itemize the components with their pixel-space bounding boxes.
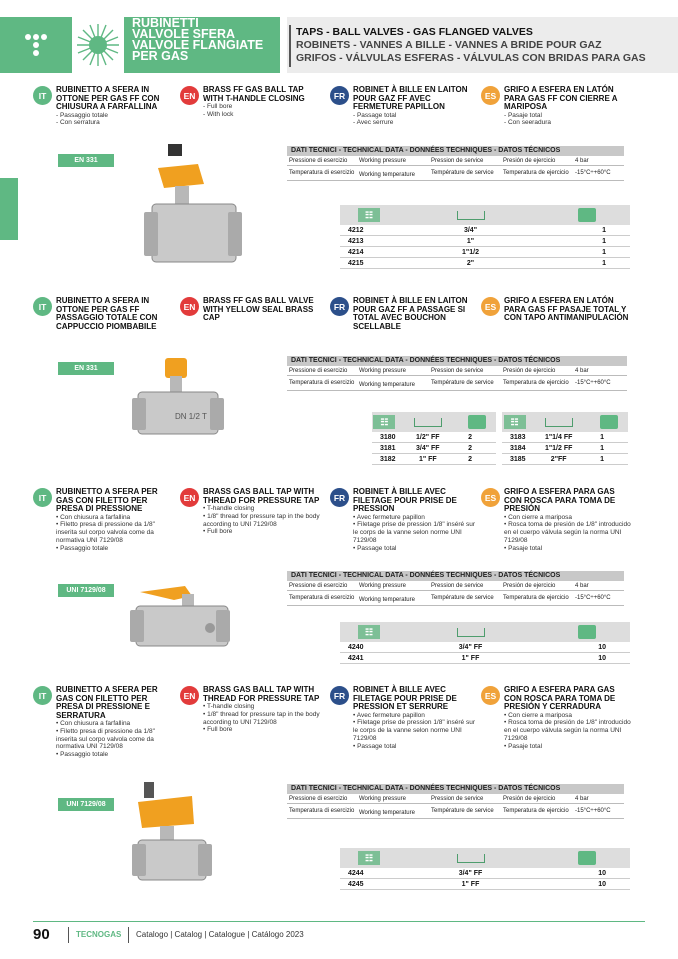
technical-data-cell: -15°C÷+60°C [575, 170, 611, 176]
table-cell: 1 [602, 237, 606, 245]
lang-badge-it: IT [33, 488, 52, 507]
technical-data-cell: Presión de ejercicio [503, 795, 556, 802]
technical-data-row [287, 804, 624, 819]
valve-image [140, 142, 250, 272]
product-title: ROBINET À BILLE EN LAITON POUR GAZ FF A PASSAGE SI TOTAL AVEC BOUCHON SCELLABLE [353, 296, 468, 331]
table-cell: 1 [600, 444, 604, 452]
product-feature: - Con serratura [56, 119, 100, 127]
table-row [340, 236, 630, 247]
tecnogas-logo-icon [18, 17, 54, 73]
size-icon [545, 418, 573, 427]
desc-block-fr [330, 297, 478, 331]
product-feature: • Passaggio totale [56, 751, 109, 759]
product-feature: • Con chiusura a farfallina [56, 720, 131, 727]
technical-data-cell: 4 bar [575, 367, 589, 374]
size-icon [527, 418, 590, 427]
technical-data-cell: Presión de ejercicio [503, 157, 556, 164]
product-feature: • Filetage prise de pression 1/8" inséré sur le corps de la vanne selon norme UNI 7129/08 [353, 719, 476, 742]
desc-text [203, 488, 322, 536]
desc-block-it [33, 488, 173, 552]
table-cell: 4213 [348, 237, 364, 245]
desc-block-es [481, 297, 631, 323]
table-cell: 3183 [510, 433, 526, 441]
product-feature: - Passaggio totale [56, 111, 109, 119]
desc-text [504, 488, 631, 552]
table-cell: 3185 [510, 455, 526, 463]
technical-data-cell: Pressione di esercizio [289, 157, 348, 164]
page-title-it: RUBINETTI VALVOLE SFERA VALVOLE FLANGIATE PER GAS [132, 16, 264, 63]
product-feature: • Passage total [353, 742, 397, 750]
package-icon [543, 208, 630, 222]
package-icon [600, 415, 618, 429]
product-feature: • Con cierre a mariposa [504, 513, 573, 521]
desc-block-fr [330, 86, 478, 127]
technical-data-header: DATI TECNICI - TECHNICAL DATA - DONNÉES TECHNIQUES - DATOS TÉCNICOS [287, 356, 627, 366]
product-feature: - Pasaje total [504, 111, 542, 119]
desc-text [56, 86, 173, 127]
package-icon [543, 851, 630, 865]
table-cell: 1"1/4 FF [544, 433, 573, 441]
product-table-header [340, 205, 630, 225]
desc-block-en [180, 86, 322, 119]
desc-block-it [33, 686, 173, 759]
table-cell: 3/4" FF [416, 444, 440, 452]
technical-data-cell: Temperatura di esercizio [289, 380, 355, 386]
table-row [340, 879, 630, 890]
table-cell: 1 [600, 433, 604, 441]
technical-data-cell: Température de service [431, 595, 494, 601]
table-cell: 3180 [380, 433, 396, 441]
product-feature: • Con cierre a mariposa [504, 711, 573, 719]
table-row [372, 443, 496, 454]
product-feature: • Filetto presa di pressione da 1/8" inserita sul corpo valvola come da normativa UNI 7129/08 [56, 727, 155, 751]
product-feature: - Full bore [203, 103, 233, 110]
table-cell: 2 [468, 455, 472, 463]
table-row [340, 642, 630, 653]
technical-data-cell: Working temperature [359, 171, 415, 178]
table-row [340, 653, 630, 664]
technical-data-cell: Pression de service [431, 582, 484, 589]
product-image [130, 356, 240, 486]
package-icon [578, 208, 596, 222]
desc-block-en [180, 297, 322, 323]
product-title: GRIFO A ESFERA EN LATÓN PARA GAS FF PASAJE TOTAL Y CON TAPO ANTIMANIPULACIÓN [504, 296, 629, 322]
product-title: RUBINETTO A SFERA PER GAS CON FILETTO PER PRESA DI PRESSIONE E SERRATURA [56, 685, 158, 720]
size-icon [414, 418, 442, 427]
page-title-fr: ROBINETS - VANNES A BILLE - VANNES A BRIDE POUR GAZ [296, 39, 602, 51]
technical-data-header: DATI TECNICI - TECHNICAL DATA - DONNÉES TECHNIQUES - DATOS TÉCNICOS [287, 571, 624, 581]
product-table [340, 848, 630, 890]
technical-data-cell: Température de service [431, 380, 494, 386]
product-feature: • Passaggio totale [56, 544, 109, 552]
product-table-header [340, 622, 630, 642]
package-icon [578, 851, 596, 865]
technical-data-cell: Working pressure [359, 795, 406, 802]
norm-badge: UNI 7129/08 [58, 798, 114, 811]
table-cell: 1 [602, 248, 606, 256]
product-table [340, 622, 630, 664]
technical-data-row [287, 376, 627, 391]
table-row [502, 432, 628, 443]
desc-block-fr [330, 488, 478, 552]
technical-data-row [287, 581, 624, 591]
valve-image [132, 780, 242, 900]
product-feature: - Passage total [353, 111, 397, 119]
technical-data-cell: -15°C÷+60°C [575, 380, 611, 386]
product-feature: • Avec fermeture papillon [353, 711, 425, 719]
product-feature: • Full bore [203, 528, 233, 536]
size-icon [457, 628, 485, 637]
table-cell: 1" FF [461, 880, 480, 888]
product-title: RUBINETTO A SFERA IN OTTONE PER GAS FF CON CHIUSURA A FARFALLINA [56, 85, 160, 111]
lang-badge-it: IT [33, 86, 52, 105]
lang-badge-fr: FR [330, 86, 349, 105]
code-icon: ☷ [358, 851, 380, 865]
product-feature: • Pasaje total [504, 742, 543, 750]
table-row [502, 454, 628, 465]
technical-data-cell: 4 bar [575, 157, 589, 164]
technical-data-cell: Working temperature [359, 809, 415, 816]
product-table-header [372, 412, 496, 432]
technical-data-cell: Working temperature [359, 596, 415, 603]
technical-data-cell: -15°C÷+60°C [575, 595, 611, 601]
product-feature: • Pasaje total [504, 544, 543, 552]
package-icon [543, 625, 630, 639]
code-icon: ☷ [373, 415, 395, 429]
page-number: 90 [33, 926, 50, 943]
technical-data-cell: Pressione di esercizio [289, 367, 348, 374]
product-image [140, 142, 250, 272]
product-title: RUBINETTO A SFERA PER GAS CON FILETTO PER PRESA DI PRESSIONE [56, 487, 158, 513]
lang-badge-fr: FR [330, 488, 349, 507]
table-row [340, 225, 630, 236]
lang-badge-en: EN [180, 297, 199, 316]
table-cell: 1" FF [461, 654, 480, 662]
product-image [132, 780, 242, 910]
table-cell: 1" FF [418, 455, 437, 463]
technical-data-cell: 4 bar [575, 795, 589, 802]
technical-data-cell: Temperatura de ejercicio [503, 170, 569, 176]
table-cell: 10 [598, 654, 606, 662]
product-table [372, 412, 496, 465]
table-row [372, 454, 496, 465]
code-icon [340, 625, 398, 639]
desc-text [203, 686, 322, 734]
product-feature: • 1/8" thread for pressure tap in the body according to UNI 7129/08 [203, 512, 320, 528]
svg-text:DN 1/2 T: DN 1/2 T [175, 412, 207, 421]
desc-block-it [33, 86, 173, 127]
desc-block-en [180, 686, 322, 734]
valve-image [130, 584, 240, 654]
table-cell: 4240 [348, 643, 364, 651]
table-row [340, 258, 630, 269]
table-cell: 3184 [510, 444, 526, 452]
table-cell: 4245 [348, 880, 364, 888]
technical-data-row [287, 156, 624, 166]
technical-data-cell: Température de service [431, 170, 494, 176]
desc-block-en [180, 488, 322, 536]
product-title: BRASS GAS BALL TAP WITH THREAD FOR PRESSURE TAP [203, 685, 320, 703]
norm-badge: UNI 7129/08 [58, 584, 114, 597]
technical-data-cell: Pressione di esercizio [289, 795, 348, 802]
sun-logo-icon [72, 17, 124, 73]
product-title: GRIFO A ESFERA PARA GAS CON ROSCA PARA TOMA DE PRESIÓN Y CERRADURA [504, 685, 616, 711]
table-cell: 2 [468, 433, 472, 441]
technical-data-cell: Température de service [431, 808, 494, 814]
technical-data-header: DATI TECNICI - TECHNICAL DATA - DONNÉES TECHNIQUES - DATOS TÉCNICOS [287, 146, 624, 156]
lang-badge-en: EN [180, 686, 199, 705]
desc-text [504, 297, 631, 323]
technical-data-cell: Pressione di esercizio [289, 582, 348, 589]
product-feature: • Filetto presa di pressione da 1/8" inserita sul corpo valvola come da normativa UNI 7129/08 [56, 521, 155, 544]
lang-badge-en: EN [180, 488, 199, 507]
table-cell: 2"FF [550, 455, 567, 463]
lang-badge-it: IT [33, 686, 52, 705]
size-icon [398, 854, 543, 863]
technical-data-cell: Working pressure [359, 367, 406, 374]
desc-text [504, 686, 631, 750]
product-feature: • 1/8" thread for pressure tap in the body according to UNI 7129/08 [203, 710, 320, 726]
size-icon [457, 211, 485, 220]
desc-text [504, 86, 631, 127]
desc-text [203, 86, 322, 119]
code-icon [502, 415, 527, 429]
technical-data-cell: Temperatura de ejercicio [503, 808, 569, 814]
product-feature: - Avec serrure [353, 119, 394, 127]
desc-text [203, 297, 322, 323]
product-feature: - With lock [203, 110, 234, 118]
desc-text [353, 297, 478, 331]
table-cell: 1/2" FF [416, 433, 440, 441]
product-title: BRASS FF GAS BALL TAP WITH T-HANDLE CLOSING [203, 85, 305, 103]
product-title: BRASS FF GAS BALL VALVE WITH YELLOW SEAL BRASS CAP [203, 296, 314, 322]
desc-text [56, 297, 173, 331]
code-icon [340, 851, 398, 865]
technical-data-table [287, 571, 624, 606]
lang-badge-fr: FR [330, 297, 349, 316]
table-row [372, 432, 496, 443]
product-feature: • Rosca toma de presión de 1/8" introducido en el cuerpo válvula según la norma UNI 7129/08 [504, 719, 631, 742]
table-cell: 4241 [348, 654, 364, 662]
code-icon: ☷ [504, 415, 526, 429]
size-icon [397, 418, 459, 427]
product-table [340, 205, 630, 269]
code-icon: ☷ [358, 208, 380, 222]
table-cell: 1 [602, 226, 606, 234]
norm-badge: EN 331 [58, 154, 114, 167]
page-title-es: GRIFOS - VÁLVULAS ESFERAS - VÁLVULAS CON BRIDAS PARA GAS [296, 52, 646, 64]
table-cell: 3181 [380, 444, 396, 452]
package-icon [459, 415, 496, 429]
footer-line [33, 921, 645, 922]
desc-block-es [481, 488, 631, 552]
table-cell: 10 [598, 643, 606, 651]
desc-block-es [481, 86, 631, 127]
table-cell: 10 [598, 869, 606, 877]
table-cell: 1"1/2 FF [544, 444, 573, 452]
technical-data-cell: Working pressure [359, 157, 406, 164]
size-icon [457, 854, 485, 863]
product-feature: - Con seeradura [504, 119, 551, 127]
lang-badge-es: ES [481, 488, 500, 507]
table-cell: 10 [598, 880, 606, 888]
table-cell: 4212 [348, 226, 364, 234]
lang-badge-es: ES [481, 86, 500, 105]
technical-data-cell: Temperatura de ejercicio [503, 595, 569, 601]
desc-text [56, 488, 173, 552]
table-cell: 1 [602, 259, 606, 267]
technical-data-cell: Presión de ejercicio [503, 582, 556, 589]
lang-badge-it: IT [33, 297, 52, 316]
size-icon [398, 211, 543, 220]
table-row [502, 443, 628, 454]
table-cell: 1"1/2 [462, 248, 479, 256]
product-title: ROBINET À BILLE EN LAITON POUR GAZ FF AVEC FERMETURE PAPILLON [353, 85, 468, 111]
technical-data-cell: Temperatura di esercizio [289, 808, 355, 814]
table-cell: 1 [600, 455, 604, 463]
technical-data-table [287, 356, 627, 391]
package-icon [590, 415, 628, 429]
technical-data-row [287, 166, 624, 181]
technical-data-cell: Temperatura de ejercicio [503, 380, 569, 386]
desc-block-fr [330, 686, 478, 750]
footer-divider [128, 927, 129, 943]
product-feature: • Filetage prise de pression 1/8" inséré sur le corps de la vanne selon norme UNI 7129/08 [353, 521, 476, 544]
table-cell: 2 [468, 444, 472, 452]
product-table [502, 412, 628, 465]
product-table-header [340, 848, 630, 868]
footer-brand: TECNOGAS [76, 930, 122, 939]
product-title: RUBINETTO A SFERA IN OTTONE PER GAS FF PASSAGGIO TOTALE CON CAPPUCCIO PIOMBABILE [56, 296, 158, 331]
side-tab [0, 178, 18, 240]
code-icon [340, 208, 398, 222]
product-feature: • Con chiusura a farfallina [56, 513, 131, 521]
technical-data-row [287, 591, 624, 606]
product-feature: • Passage total [353, 544, 397, 552]
code-icon: ☷ [358, 625, 380, 639]
technical-data-table [287, 784, 624, 819]
technical-data-cell: Temperatura di esercizio [289, 595, 355, 601]
valve-image [130, 356, 240, 446]
technical-data-cell: Presión de ejercicio [503, 367, 556, 374]
package-icon [578, 625, 596, 639]
desc-block-es [481, 686, 631, 750]
product-title: ROBINET À BILLE AVEC FILETAGE POUR PRISE DE PRESSION [353, 487, 457, 513]
desc-text [56, 686, 173, 759]
product-feature: • T-handle closing [203, 703, 255, 710]
technical-data-table [287, 146, 624, 181]
table-row [340, 247, 630, 258]
product-title: BRASS GAS BALL TAP WITH THREAD FOR PRESSURE TAP [203, 487, 320, 505]
product-feature: • Avec fermeture papillon [353, 513, 425, 521]
table-cell: 2" [466, 259, 475, 267]
lang-badge-fr: FR [330, 686, 349, 705]
size-icon [398, 628, 543, 637]
page-title-en: TAPS - BALL VALVES - GAS FLANGED VALVES [296, 26, 533, 38]
table-cell: 3182 [380, 455, 396, 463]
footer-catalog: Catalogo | Catalog | Catalogue | Catálogo 2023 [136, 930, 304, 939]
product-feature: • T-handle closing [203, 505, 255, 512]
technical-data-row [287, 366, 627, 376]
product-title: GRIFO A ESFERA PARA GAS CON ROSCA PARA TOMA DE PRESIÓN [504, 487, 616, 513]
table-cell: 3/4" FF [458, 869, 483, 877]
product-feature: • Rosca toma de presión de 1/8" introducido en el cuerpo válvula según la norma UNI 7129/08 [504, 521, 631, 544]
product-title: ROBINET À BILLE AVEC FILETAGE POUR PRISE DE PRESSION ET SERRURE [353, 685, 457, 711]
desc-text [353, 686, 478, 750]
technical-data-cell: 4 bar [575, 582, 589, 589]
package-icon [468, 415, 486, 429]
table-cell: 1" [466, 237, 475, 245]
footer-divider [68, 927, 69, 943]
header-divider [289, 25, 291, 67]
table-cell: 4214 [348, 248, 364, 256]
desc-block-it [33, 297, 173, 331]
product-table-header [502, 412, 628, 432]
table-row [340, 868, 630, 879]
table-cell: 4215 [348, 259, 364, 267]
lang-badge-es: ES [481, 686, 500, 705]
norm-badge: EN 331 [58, 362, 114, 375]
technical-data-header: DATI TECNICI - TECHNICAL DATA - DONNÉES TECHNIQUES - DATOS TÉCNICOS [287, 784, 624, 794]
table-cell: 3/4" [463, 226, 478, 234]
code-icon [372, 415, 397, 429]
technical-data-cell: Pression de service [431, 157, 484, 164]
lang-badge-en: EN [180, 86, 199, 105]
technical-data-cell: Temperatura di esercizio [289, 170, 355, 176]
technical-data-cell: Pression de service [431, 367, 484, 374]
product-feature: • Full bore [203, 726, 233, 734]
desc-text [353, 86, 478, 127]
lang-badge-es: ES [481, 297, 500, 316]
technical-data-cell: Working pressure [359, 582, 406, 589]
product-title: GRIFO A ESFERA EN LATÓN PARA GAS FF CON CIERRE A MARIPOSA [504, 85, 618, 111]
technical-data-cell: Working temperature [359, 381, 415, 388]
technical-data-row [287, 794, 624, 804]
desc-text [353, 488, 478, 552]
technical-data-cell: Pression de service [431, 795, 484, 802]
table-cell: 3/4" FF [458, 643, 483, 651]
technical-data-cell: -15°C÷+60°C [575, 808, 611, 814]
table-cell: 4244 [348, 869, 364, 877]
